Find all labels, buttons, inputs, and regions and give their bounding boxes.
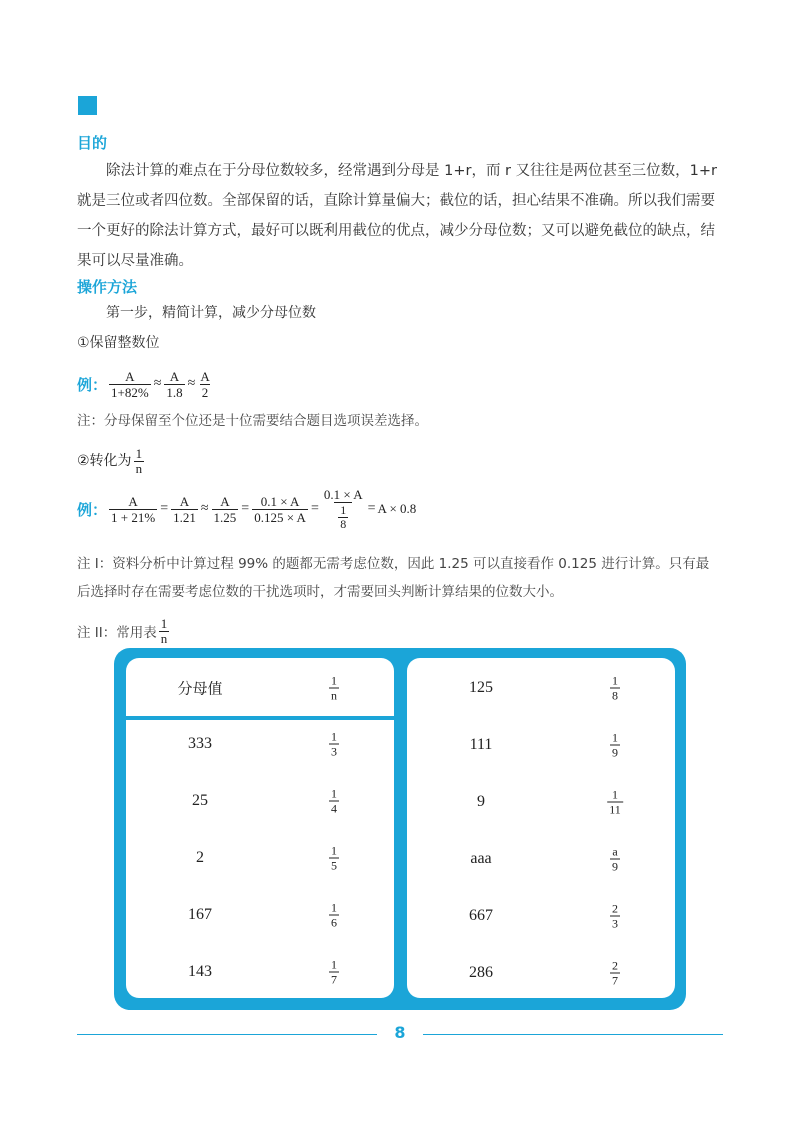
numerator: 1 (340, 503, 347, 517)
table-panel-right (407, 658, 675, 998)
table-cell-fraction (329, 958, 339, 987)
fraction-compound (322, 487, 365, 531)
denominator: 7 (612, 973, 618, 988)
example-2-label: 例： (77, 502, 108, 519)
header-denominator-label: 分母值 (177, 679, 223, 698)
denominator: 6 (331, 915, 337, 930)
denominator: 1 + 21% (111, 509, 156, 525)
note-ii-label: 注 II：常用表 (77, 625, 157, 641)
table-cell-denominator: 286 (469, 964, 493, 981)
operator: ≈ (153, 376, 162, 391)
denominator: 11 (609, 802, 621, 817)
numerator: A (220, 493, 230, 509)
numerator: A (169, 368, 180, 384)
denominator: 0.125 × A (254, 509, 306, 525)
denominator: 3 (612, 916, 618, 931)
table-cell-denominator: 2 (196, 849, 204, 866)
table-cell-denominator: aaa (470, 850, 492, 867)
note-keep-digits: 注：分母保留至个位还是十位需要结合题目选项误差选择。 (77, 413, 428, 429)
denominator: 8 (612, 688, 618, 703)
table-panel-left (126, 658, 394, 998)
header-fraction (329, 674, 339, 703)
table-cell-fraction (610, 902, 620, 931)
numerator: 0.1 × A (260, 493, 300, 509)
note-i-line-1: 注 I：资料分析中计算过程 99% 的题都无需考虑位数，因此 1.25 可以直接看作 0.125 进行计算。只有最 (77, 556, 710, 572)
table-cell-denominator: 111 (469, 736, 493, 753)
denominator: n (135, 460, 143, 476)
table-cell-fraction (607, 788, 623, 817)
denominator: 9 (612, 859, 618, 874)
numerator: 1 (135, 445, 143, 461)
fraction (252, 494, 308, 525)
section-marker-square (78, 96, 97, 115)
numerator: A (128, 493, 138, 509)
numerator: 1 (331, 957, 337, 972)
table-cell-fraction (610, 674, 620, 703)
purpose-heading: 目的 (77, 134, 108, 152)
fraction-1-over-n (134, 447, 145, 476)
denominator (334, 502, 352, 531)
numerator: 1 (612, 730, 618, 745)
item-convert-line (77, 445, 146, 477)
fraction (109, 369, 151, 400)
numerator: a (612, 844, 618, 859)
operator: ≈ (187, 376, 196, 391)
operator: = (241, 501, 250, 516)
numerator: 1 (331, 673, 337, 688)
item-keep-integer: ①保留整数位 (77, 335, 160, 351)
example-1-label: 例： (77, 377, 108, 394)
fraction (171, 494, 198, 525)
reciprocal-table (114, 648, 686, 1010)
table-cell-denominator: 25 (192, 792, 208, 809)
numerator: 1 (160, 615, 168, 631)
note-i-line-2: 后选择时存在需要考虑位数的干扰选项时，才需要回头判断计算结果的位数大小。 (77, 584, 563, 600)
numerator: 1 (331, 729, 337, 744)
example-2-formula (77, 488, 417, 530)
method-heading: 操作方法 (77, 278, 138, 296)
item-convert-label: ②转化为 (77, 453, 132, 469)
fraction (212, 494, 239, 525)
fraction (109, 494, 157, 525)
operator: = (160, 501, 169, 516)
table-cell-fraction (610, 731, 620, 760)
denominator: 1.8 (166, 384, 183, 400)
denominator: 8 (340, 517, 347, 531)
example-1-formula (77, 366, 214, 402)
numerator: 1 (612, 787, 618, 802)
step-one-text: 第一步，精简计算，减少分母位数 (106, 305, 316, 321)
footer-rule-left (77, 1034, 377, 1035)
numerator: 2 (612, 958, 618, 973)
purpose-paragraph: 除法计算的难点在于分母位数较多，经常遇到分母是 1+r，而 r 又往往是两位甚至三位数，1+r 就是三位或者四位数。全部保留的话，直除计算量偏大；截位的话，担心结果不准确。所以我们需要一个更好的除法计算方式，最好可以既利用截位的优点，减少分母位数；又可以避免截位的缺点，结果可以尽量准确。 (77, 163, 717, 269)
fraction-1-over-n (159, 617, 170, 646)
numerator: A (125, 368, 135, 384)
table-cell-fraction (329, 730, 339, 759)
denominator: 5 (331, 858, 337, 873)
denominator: 1.21 (173, 509, 196, 525)
numerator: 1 (612, 673, 618, 688)
footer-rule-right (423, 1034, 723, 1035)
table-cell-denominator: 143 (188, 963, 212, 980)
numerator: 1 (331, 900, 337, 915)
denominator: 9 (612, 745, 618, 760)
table-cell-fraction (610, 959, 620, 988)
numerator: 1 (331, 843, 337, 858)
table-cell-fraction (329, 901, 339, 930)
table-cell-fraction (329, 844, 339, 873)
page-number: 8 (394, 1023, 406, 1042)
fraction (198, 369, 211, 400)
denominator: 7 (331, 972, 337, 987)
operator: ≈ (200, 501, 209, 516)
table-cell-denominator: 167 (188, 906, 212, 923)
numerator: 2 (612, 901, 618, 916)
note-ii-line (77, 615, 171, 647)
result: A × 0.8 (377, 501, 417, 516)
fraction-1-over-8 (338, 504, 348, 531)
table-cell-denominator: 667 (469, 907, 493, 924)
operator: = (367, 501, 376, 516)
table-cell-denominator: 333 (188, 735, 212, 752)
denominator: n (160, 630, 168, 646)
table-cell-fraction (610, 845, 620, 874)
table-cell-denominator: 125 (469, 679, 493, 696)
numerator: 0.1 × A (323, 487, 363, 502)
denominator: 1+82% (111, 384, 149, 400)
denominator: 4 (331, 801, 337, 816)
operator: = (310, 501, 319, 516)
table-cell-fraction (329, 787, 339, 816)
denominator: n (331, 688, 337, 703)
numerator: A (200, 368, 210, 384)
fraction (164, 369, 184, 400)
denominator: 1.25 (213, 509, 237, 525)
table-cell-denominator: 9 (477, 793, 485, 810)
denominator: 3 (331, 744, 337, 759)
numerator: A (179, 493, 190, 509)
header-divider (126, 716, 394, 720)
numerator: 1 (331, 786, 337, 801)
denominator: 2 (201, 384, 209, 400)
